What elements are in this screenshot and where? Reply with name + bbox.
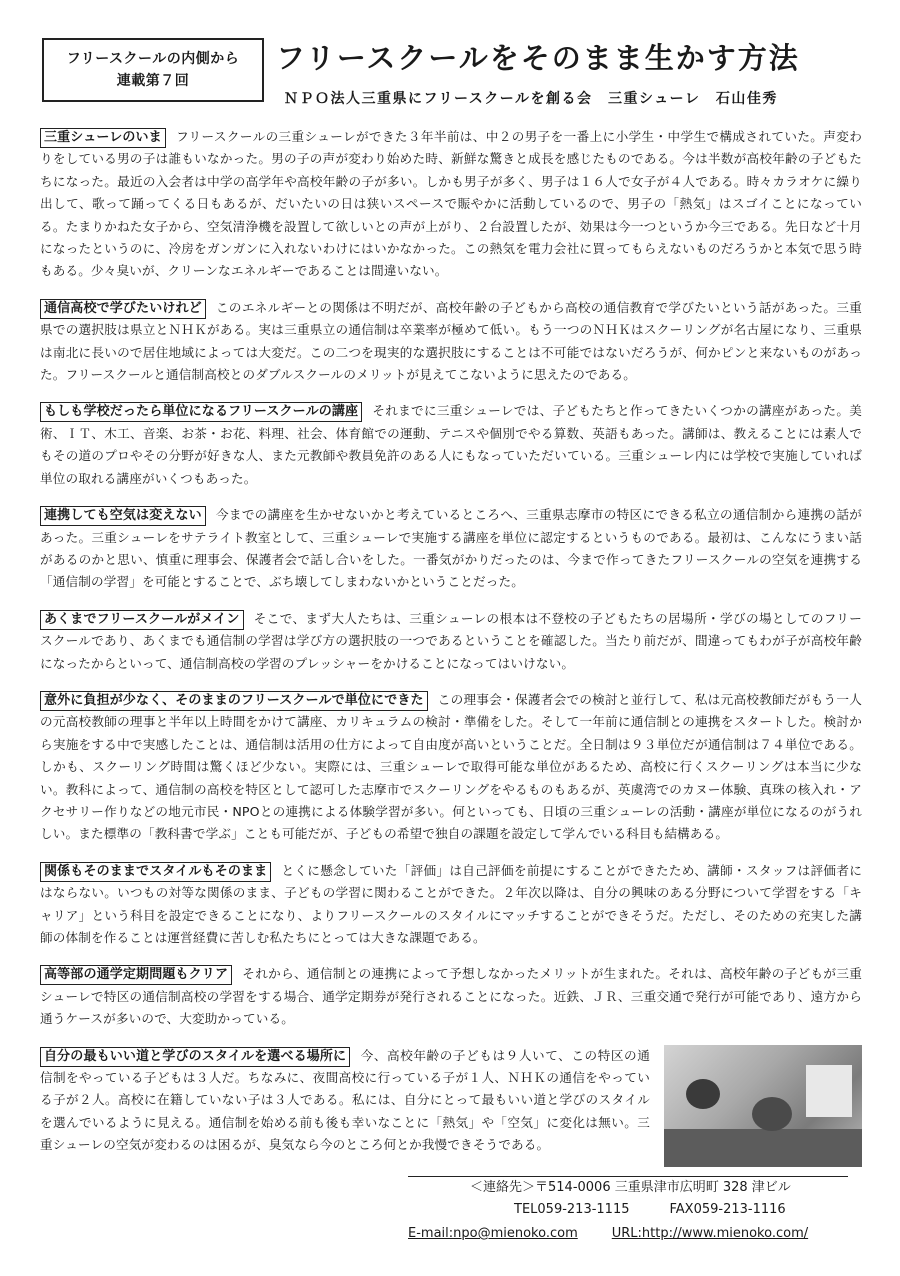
section-text: 今、高校年齢の子どもは９人いて、この特区の通信制をやっている子どもは３人だ。ちなみに、夜間高校に行っている子が１人、ＮＨＫの通信をやっている子が２人。高校に在籍していない子は３人である。私には、自分にとって最もいい道と学びのスタイルを選んでいるように見える。通信制を始める前も後も幸いなことに「熱気」や「空気」に変化は無い。三重シューレの空気が変わるのは困るが、臭気なら今のところ何とか我慢できそうである。	[40, 1047, 650, 1153]
section-best-path-wrap	[40, 1045, 862, 1157]
author-byline: ＮＰＯ法人三重県にフリースクールを創る会 三重シューレ 石山佳秀	[284, 91, 778, 107]
section-text: そこで、まず大人たちは、三重シューレの根本は不登校の子どもたちの居場所・学びの場としてのフリースクールであり、あくまでも通信制の学習は学び方の選択肢の一つであるということを確認した。当たり前だが、間違ってもわが子が高校年齢になったからといって、通信制高校の学習のプレッシャーをかけることになってはいけない。	[40, 610, 862, 671]
contact-url-link[interactable]: URL:http://www.mienoko.com/	[611, 1226, 809, 1241]
section-heading: もしも学校だったら単位になるフリースクールの講座	[40, 402, 362, 422]
section-text: それから、通信制との連携によって予想しなかったメリットが生まれた。それは、高校年齢の子どもが三重シューレで特区の通信制高校の学習をする場合、通学定期券が発行されることになった。近鉄、ＪＲ、三重交通で発行が可能であり、遠方から通うケースが多いので、大変助かっている。	[40, 966, 862, 1027]
photo-whiteboard-shape	[806, 1065, 852, 1117]
section-text: とくに懸念していた「評価」は自己評価を前提にすることができたため、講師・スタッフは評価者にはならない。いつもの対等な関係のまま、子どもの学習に関わることができた。２年次以降は、自分の興味のある分野について学習をする「キャリア」という科目を設定できることになり、よりフリースクールのスタイルにマッチすることができそうだ。ただし、そのための充実した講師の体制を作ることは運営経費に苦しむ私たちにとっては大きな課題である。	[40, 862, 862, 945]
photo-table-shape	[664, 1129, 862, 1167]
section-freeschool-main	[40, 608, 862, 675]
contact-email-link[interactable]: E-mail:npo@mienoko.com	[408, 1226, 578, 1241]
section-text: フリースクールの三重シューレができた３年半前は、中２の男子を一番上に小学生・中学生で構成されていた。声変わりをしている男の子は誰もいなかった。男の子の声が変わり始めた時、新鮮な驚きと成長を感じたものである。今は半数が高校年齢の子どもたちになった。最近の入会者は中学の高学年や高校年齢の子が多い。しかも男子が多く、男子は１６人で女子が４人である。時々カラオケに繰り出して、歌って踊ってくる日もあるが、だいたいの日は狭いスペースで賑やかに活動しているので、男子の「熱気」はスゴイことになっている。たまりかねた女子から、空気清浄機を設置して欲しいとの声が上がり、２台設置したが、効果は今一つというか今三である。先日など十月になったというのに、冷房をガンガンに入れないわけにはいかなかった。この熱気を電力会社に買ってもらえないものだろうかと本気で思う時もある。少々臭いが、クリーンなエネルギーであることは間違いない。	[40, 129, 862, 279]
section-heading: 通信高校で学びたいけれど	[40, 299, 206, 319]
series-label-box	[42, 38, 264, 102]
contact-fax: FAX059-213-1116	[669, 1202, 786, 1217]
photo-person-shape	[752, 1097, 792, 1131]
section-heading: あくまでフリースクールがメイン	[40, 610, 244, 630]
contact-block	[408, 1176, 848, 1245]
section-current-state	[40, 126, 862, 283]
section-heading: 自分の最もいい道と学びのスタイルを選べる場所に	[40, 1047, 350, 1067]
classroom-photo	[664, 1045, 862, 1167]
section-text: それまでに三重シューレでは、子どもたちと作ってきたいくつかの講座があった。美術、ＩＴ、木工、音楽、お茶・お花、料理、社会、体育館での運動、テニスや個別でやる算数、英語もあった。講師は、教えることには素人でもその道のプロやその分野が好きな人、また元教師や教員免許のある人にもなっていただいている。三重シューレ内には学校で実施していれば単位の取れる講座がいくつもあった。	[40, 403, 862, 486]
section-commuter-pass	[40, 963, 862, 1030]
section-credit-courses	[40, 400, 862, 490]
series-label-line2: 連載第７回	[116, 73, 190, 89]
section-heading: 意外に負担が少なく、そのままのフリースクールで単位にできた	[40, 691, 428, 711]
section-partnership-atmosphere	[40, 504, 862, 594]
section-low-burden	[40, 689, 862, 846]
section-text: 今までの講座を生かせないかと考えているところへ、三重県志摩市の特区にできる私立の通信制から連携の話があった。三重シューレをサテライト教室として、三重シューレで実施する講座を単位に認定するというものである。最初は、こんなにうまい話があるのかと思い、慎重に理事会、保護者会で話し合いをした。一番気がかりだったのは、今まで作ってきたフリースクールの空気を連携する「通信制の学習」を可能とすることで、ぶち壊してしまわないかということだった。	[40, 507, 862, 590]
section-correspondence-wish	[40, 297, 862, 387]
section-text: この理事会・保護者会での検討と並行して、私は元高校教師だがもう一人の元高校教師の理事と半年以上時間をかけて講座、カリキュラムの検討・準備をした。そして一年前に通信制との連携をスタートした。検討から実施をする中で実感したことは、通信制は活用の仕方によって自由度が高いということだ。全日制は９３単位だが通信制は７４単位である。しかも、スクーリング時間は驚くほど少ない。実際には、三重シューレで取得可能な単位があるため、高校に行くスクーリングは本当に少ない。教科によって、通信制の高校を特区として認可した志摩市でスクーリングをやるものもあるが、英虞湾でのカヌー体験、真珠の核入れ・アクセサリー作りなどの地元市民・NPOとの連携による体験学習が多い。何といっても、日頃の三重シューレの活動・講座が単位になるのがうれしい。また標準の「教科書で学ぶ」ことも可能だが、子どもの希望で独自の課題を設定して学んでいる科目も結構ある。	[40, 691, 862, 842]
article-title: フリースクールをそのまま生かす方法	[276, 41, 800, 75]
contact-web-row	[408, 1221, 848, 1245]
section-heading: 三重シューレのいま	[40, 128, 166, 148]
series-label-line1: フリースクールの内側から	[66, 51, 240, 67]
section-relationship-style	[40, 860, 862, 950]
section-heading: 高等部の通学定期問題もクリア	[40, 965, 232, 985]
section-text: このエネルギーとの関係は不明だが、高校年齢の子どもから高校の通信教育で学びたいという話があった。三重県での選択肢は県立とＮＨＫがある。実は三重県立の通信制は卒業率が極めて低い。もう一つのＮＨＫはスクーリングが名古屋になり、三重県は南北に長いので居住地域によっては大変だ。この二つを現実的な選択肢にすることは不可能ではないだろうが、何かピンと来ないものがあった。フリースクールと通信制高校とのダブルスクールのメリットが見えてこないように思えたのである。	[40, 299, 862, 383]
section-heading: 関係もそのままでスタイルもそのまま	[40, 862, 271, 882]
section-heading: 連携しても空気は変えない	[40, 506, 206, 526]
contact-phone-row	[408, 1199, 848, 1221]
contact-tel: TEL059-213-1115	[514, 1202, 630, 1217]
article-body	[40, 126, 862, 1171]
photo-person-shape	[686, 1079, 720, 1109]
contact-address: ＜連絡先＞〒514-0006 三重県津市広明町 328 津ビル	[470, 1180, 791, 1195]
